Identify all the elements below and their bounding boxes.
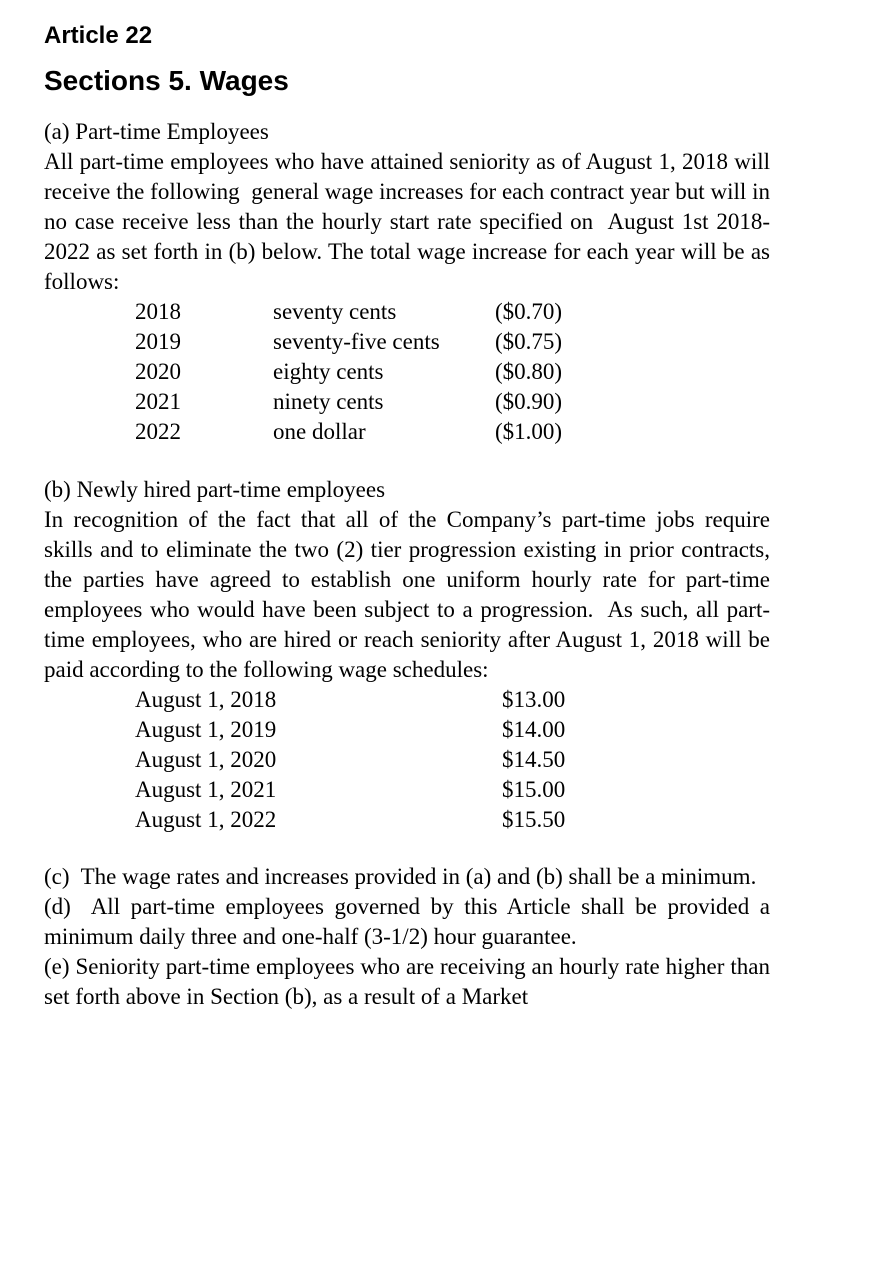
subsection-d-paragraph: (d) All part-time employees governed by this Article shall be provided a minimum daily three and one-half (3-1/2) hour guarantee. bbox=[44, 894, 776, 950]
wage-schedule-row bbox=[135, 745, 770, 775]
date-cell: August 1, 2022 bbox=[135, 807, 277, 833]
subsection-a-paragraph: All part-time employees who have attained seniority as of August 1, 2018 will receive the following general wage increases for each contract year but will in no case receive less than the hourly start rate specified on August 1st 2018-2022 as set forth in (b) below. The total wage increase for each year will be as follows: bbox=[44, 149, 776, 295]
year-cell: 2021 bbox=[135, 389, 181, 415]
subsection-b-paragraph: In recognition of the fact that all of the Company’s part-time jobs require skills and to eliminate the two (2) tier progression existing in prior contracts, the parties have agreed to establish one uniform hourly rate for part-time employees who would have been subject to a progression. As such, all part-time employees, who are hired or reach seniority after August 1, 2018 will be paid according to the following wage schedules: bbox=[44, 507, 776, 683]
rate-cell: $14.00 bbox=[502, 717, 566, 743]
subsection-b-label: (b) Newly hired part-time employees bbox=[44, 477, 386, 503]
subsection-e-paragraph: (e) Seniority part-time employees who are receiving an hourly rate higher than set forth above in Section (b), as a result of a Market bbox=[44, 954, 776, 1010]
wage-schedule-row bbox=[135, 775, 770, 805]
year-cell: 2022 bbox=[135, 419, 181, 445]
wage-increase-row bbox=[135, 417, 770, 447]
wage-increase-row bbox=[135, 357, 770, 387]
wage-increase-row bbox=[135, 387, 770, 417]
year-cell: 2019 bbox=[135, 329, 181, 355]
amount-words-cell: seventy cents bbox=[273, 299, 397, 325]
amount-cell: ($0.75) bbox=[495, 329, 563, 355]
amount-cell: ($0.70) bbox=[495, 299, 563, 325]
amount-cell: ($1.00) bbox=[495, 419, 563, 445]
wage-schedule-row bbox=[135, 685, 770, 715]
amount-cell: ($0.90) bbox=[495, 389, 563, 415]
year-cell: 2018 bbox=[135, 299, 181, 325]
article-heading: Article 22 bbox=[44, 22, 153, 49]
amount-words-cell: eighty cents bbox=[273, 359, 384, 385]
rate-cell: $15.00 bbox=[502, 777, 566, 803]
subsection-c-paragraph: (c) The wage rates and increases provided in (a) and (b) shall be a minimum. bbox=[44, 864, 757, 890]
amount-cell: ($0.80) bbox=[495, 359, 563, 385]
rate-cell: $15.50 bbox=[502, 807, 566, 833]
amount-words-cell: seventy-five cents bbox=[273, 329, 440, 355]
rate-cell: $14.50 bbox=[502, 747, 566, 773]
wage-schedule-row bbox=[135, 715, 770, 745]
amount-words-cell: one dollar bbox=[273, 419, 366, 445]
date-cell: August 1, 2019 bbox=[135, 717, 277, 743]
wage-schedule-row bbox=[135, 805, 770, 835]
date-cell: August 1, 2020 bbox=[135, 747, 277, 773]
wage-increase-row bbox=[135, 297, 770, 327]
year-cell: 2020 bbox=[135, 359, 181, 385]
section-heading: Sections 5. Wages bbox=[44, 64, 289, 96]
rate-cell: $13.00 bbox=[502, 687, 566, 713]
wage-schedule-table bbox=[135, 685, 770, 835]
amount-words-cell: ninety cents bbox=[273, 389, 384, 415]
wage-increase-table bbox=[135, 297, 770, 447]
date-cell: August 1, 2021 bbox=[135, 777, 277, 803]
wage-increase-row bbox=[135, 327, 770, 357]
date-cell: August 1, 2018 bbox=[135, 687, 277, 713]
subsection-a-label: (a) Part-time Employees bbox=[44, 119, 269, 145]
